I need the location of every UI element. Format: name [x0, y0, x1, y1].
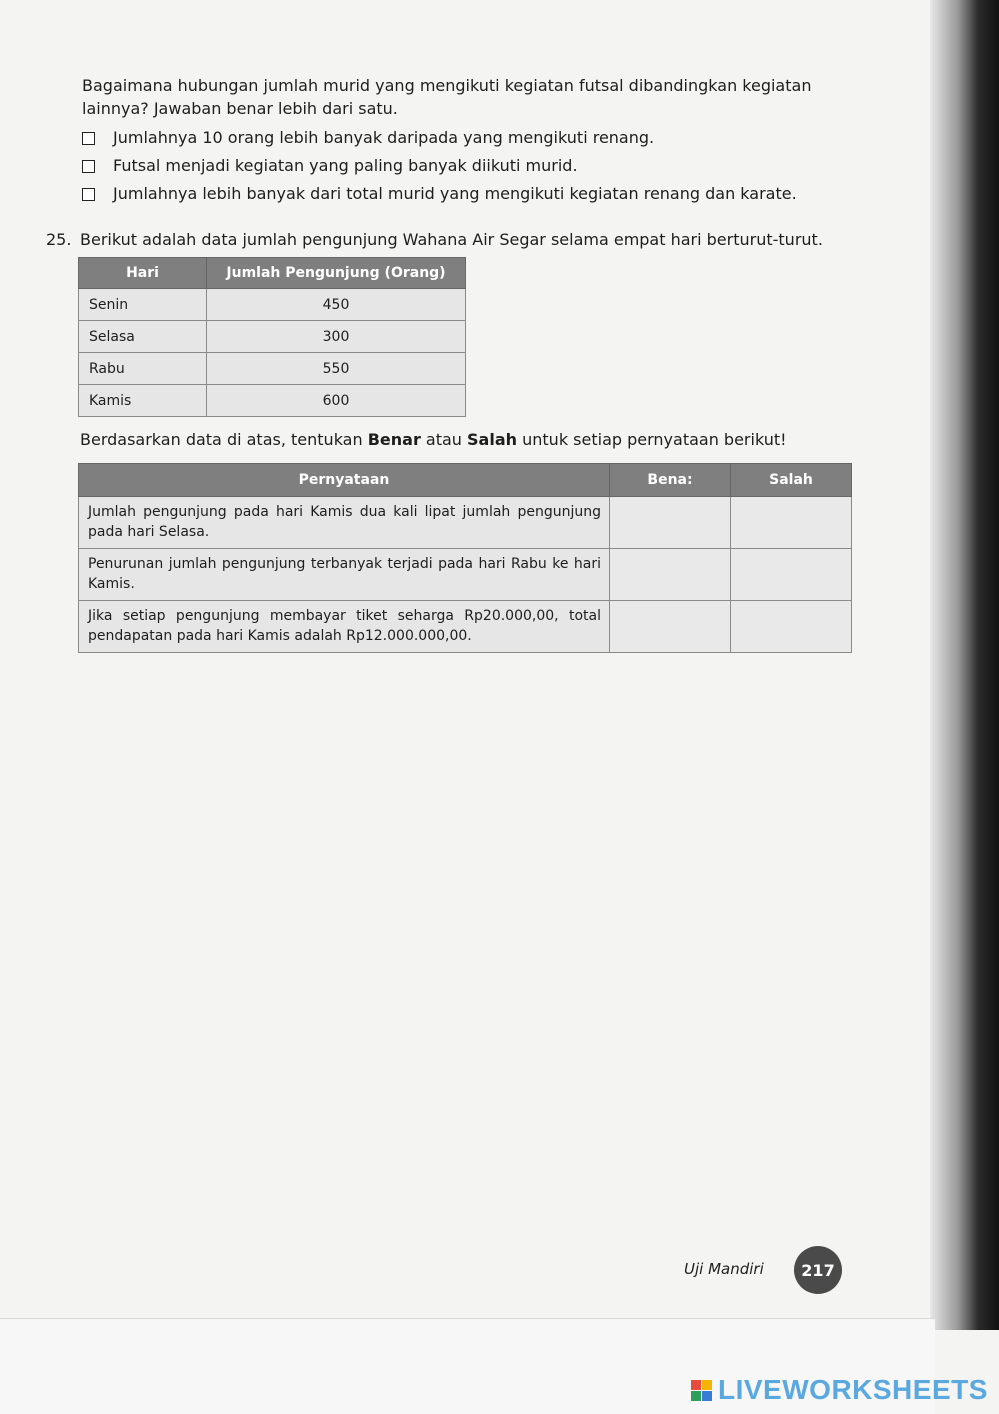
day-cell: Rabu [79, 353, 207, 385]
logo-square-yellow [702, 1380, 712, 1390]
option-3-label: Jumlahnya lebih banyak dari total murid yang mengikuti kegiatan renang dan karate. [113, 184, 797, 203]
header-salah: Salah [731, 464, 852, 497]
table-row [79, 601, 852, 653]
instruction-text: Berdasarkan data di atas, tentukan [80, 430, 368, 449]
day-cell: Senin [79, 289, 207, 321]
day-cell: Kamis [79, 385, 207, 417]
answer-salah-3[interactable] [731, 601, 852, 653]
footer-label: Uji Mandiri [684, 1260, 764, 1278]
question-25-text: Berikut adalah data jumlah pengunjung Wahana Air Segar selama empat hari berturut-turut. [80, 230, 823, 249]
question-25 [46, 228, 866, 252]
liveworksheets-watermark [691, 1374, 988, 1406]
logo-square-red [691, 1380, 701, 1390]
table-row [79, 497, 852, 549]
answer-salah-2[interactable] [731, 549, 852, 601]
value-cell: 300 [207, 321, 466, 353]
option-2[interactable] [82, 155, 578, 177]
answer-benar-2[interactable] [610, 549, 731, 601]
header-hari: Hari [79, 258, 207, 289]
option-2-label: Futsal menjadi kegiatan yang paling banyak diikuti murid. [113, 156, 578, 175]
logo-square-blue [702, 1391, 712, 1401]
instruction-salah: Salah [467, 430, 518, 449]
logo-square-green [691, 1391, 701, 1401]
instruction-text: atau [420, 430, 468, 449]
previous-question-text: Bagaimana hubungan jumlah murid yang mengikuti kegiatan futsal dibandingkan kegiatan lainnya? Jawaban benar lebih dari satu. [82, 76, 812, 118]
table-row [79, 321, 466, 353]
question-number: 25. [46, 230, 72, 249]
value-cell: 450 [207, 289, 466, 321]
header-jumlah: Jumlah Pengunjung (Orang) [207, 258, 466, 289]
watermark-text: LIVEWORKSHEETS [718, 1374, 988, 1405]
table-row [79, 385, 466, 417]
book-spine-shadow [930, 0, 999, 1330]
answer-benar-3[interactable] [610, 601, 731, 653]
visitor-table [78, 257, 466, 417]
instruction-text: untuk setiap pernyataan berikut! [517, 430, 787, 449]
option-1[interactable] [82, 127, 654, 149]
statement-cell: Penurunan jumlah pengunjung terbanyak terjadi pada hari Rabu ke hari Kamis. [79, 549, 610, 601]
page-number-badge: 217 [794, 1246, 842, 1294]
header-benar: Bena: [610, 464, 731, 497]
answer-benar-1[interactable] [610, 497, 731, 549]
instruction-benar: Benar [367, 430, 421, 449]
checkbox-2[interactable] [82, 160, 95, 173]
table-row [79, 353, 466, 385]
option-3[interactable] [82, 183, 797, 205]
header-pernyataan: Pernyataan [79, 464, 610, 497]
statements-table [78, 463, 852, 653]
table-row [79, 549, 852, 601]
checkbox-1[interactable] [82, 132, 95, 145]
table-row [79, 289, 466, 321]
value-cell: 550 [207, 353, 466, 385]
liveworksheets-logo-icon [691, 1380, 712, 1401]
checkbox-3[interactable] [82, 188, 95, 201]
day-cell: Selasa [79, 321, 207, 353]
statement-cell: Jumlah pengunjung pada hari Kamis dua kali lipat jumlah pengunjung pada hari Selasa. [79, 497, 610, 549]
value-cell: 600 [207, 385, 466, 417]
instruction [80, 428, 787, 452]
answer-salah-1[interactable] [731, 497, 852, 549]
option-1-label: Jumlahnya 10 orang lebih banyak daripada yang mengikuti renang. [113, 128, 655, 147]
statement-cell: Jika setiap pengunjung membayar tiket seharga Rp20.000,00, total pendapatan pada hari Kamis adalah Rp12.000.000,00. [79, 601, 610, 653]
